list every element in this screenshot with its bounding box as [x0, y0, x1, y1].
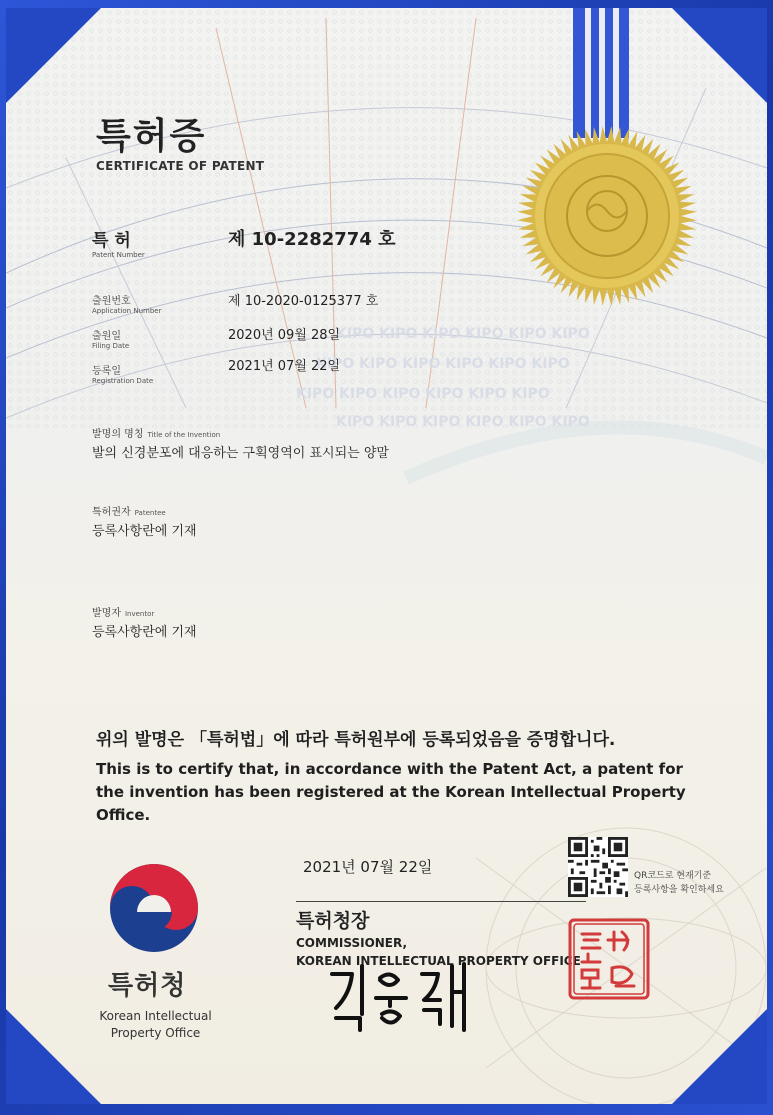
patentee-label-en: Patentee	[134, 509, 166, 517]
commissioner-signature	[324, 956, 484, 1036]
invention-title-value: 발의 신경분포에 대응하는 구획영역이 표시되는 양말	[92, 446, 389, 461]
official-red-stamp	[568, 918, 650, 1000]
corner-tab-top-left	[6, 8, 101, 103]
registration-date-label-en: Registration Date	[92, 377, 154, 385]
registration-date-label: 등록일	[92, 366, 121, 377]
patent-number-value: 제 10-2282774 호	[228, 229, 396, 250]
certificate-title: 특허증	[96, 116, 207, 157]
application-number-value: 제 10-2020-0125377 호	[228, 294, 379, 309]
corner-tab-top-right	[672, 8, 767, 103]
patent-number-label: 특 허	[92, 231, 131, 251]
corner-tab-bottom-left	[6, 1009, 101, 1104]
application-number-label-en: Application Number	[92, 307, 162, 315]
svg-text:KIPO KIPO KIPO KIPO KIPO: KIPO KIPO KIPO KIPO KIPO KIPO	[336, 326, 590, 342]
inventor-label	[92, 604, 154, 619]
agency-name-en-line2: Property Office	[110, 1026, 201, 1040]
patentee-label-ko: 특허권자	[92, 507, 131, 518]
svg-text:KIPO KIPO KIPO KIPO KIPO: KIPO KIPO KIPO KIPO KIPO KIPO	[296, 386, 550, 402]
certificate-title-en: CERTIFICATE OF PATENT	[96, 159, 265, 173]
inventor-value: 등록사항란에 기재	[92, 625, 197, 640]
filing-date-label-en: Filing Date	[92, 342, 130, 350]
agency-name-en	[88, 1008, 223, 1042]
patentee-label	[92, 503, 166, 518]
qr-note-line2: 등록사항을 확인하세요	[634, 885, 724, 895]
kipo-taegeuk-logo	[106, 860, 202, 956]
filing-date-label: 출원일	[92, 331, 121, 342]
commissioner-title-en-line1: COMMISSIONER,	[296, 936, 408, 950]
inventor-label-ko: 발명자	[92, 608, 121, 619]
commissioner-title-en-line2: KOREAN INTELLECTUAL PROPERTY OFFICE	[296, 954, 581, 968]
agency-name-ko: 특허청	[108, 971, 187, 1001]
gold-seal	[514, 123, 700, 309]
certificate-paper	[6, 8, 767, 1104]
qr-code	[568, 837, 628, 897]
issue-date: 2021년 07월 22일	[303, 858, 433, 876]
svg-text:KIPO KIPO KIPO KIPO KIPO: KIPO KIPO KIPO KIPO KIPO KIPO	[336, 414, 590, 430]
svg-text:KIPO KIPO KIPO KIPO KIPO: KIPO KIPO KIPO KIPO KIPO KIPO	[316, 356, 570, 372]
agency-name-en-line1: Korean Intellectual	[99, 1009, 212, 1023]
commissioner-title-ko: 특허청장	[296, 901, 586, 933]
certification-statement-en: This is to certify that, in accordance with the Patent Act, a patent for the invention has been registered at the Korean Intellectual Property Office.	[96, 760, 686, 824]
qr-note-line1: QR코드로 현재기준	[634, 871, 712, 881]
patent-number-label-en: Patent Number	[92, 251, 145, 259]
qr-note	[634, 869, 754, 897]
invention-label-en: Title of the Invention	[147, 431, 221, 439]
certification-statement-ko: 위의 발명은 「특허법」에 따라 특허원부에 등록되었음을 증명합니다.	[96, 730, 616, 750]
application-number-label: 출원번호	[92, 296, 131, 307]
filing-date-value: 2020년 09월 28일	[228, 328, 341, 343]
inventor-label-en: Inventor	[124, 610, 155, 618]
registration-date-value: 2021년 07월 22일	[228, 359, 341, 374]
patentee-value: 등록사항란에 기재	[92, 524, 197, 539]
invention-label-ko: 발명의 명칭	[92, 429, 144, 440]
invention-label	[92, 425, 220, 440]
seal-ribbon	[573, 8, 629, 138]
corner-tab-bottom-right	[672, 1009, 767, 1104]
